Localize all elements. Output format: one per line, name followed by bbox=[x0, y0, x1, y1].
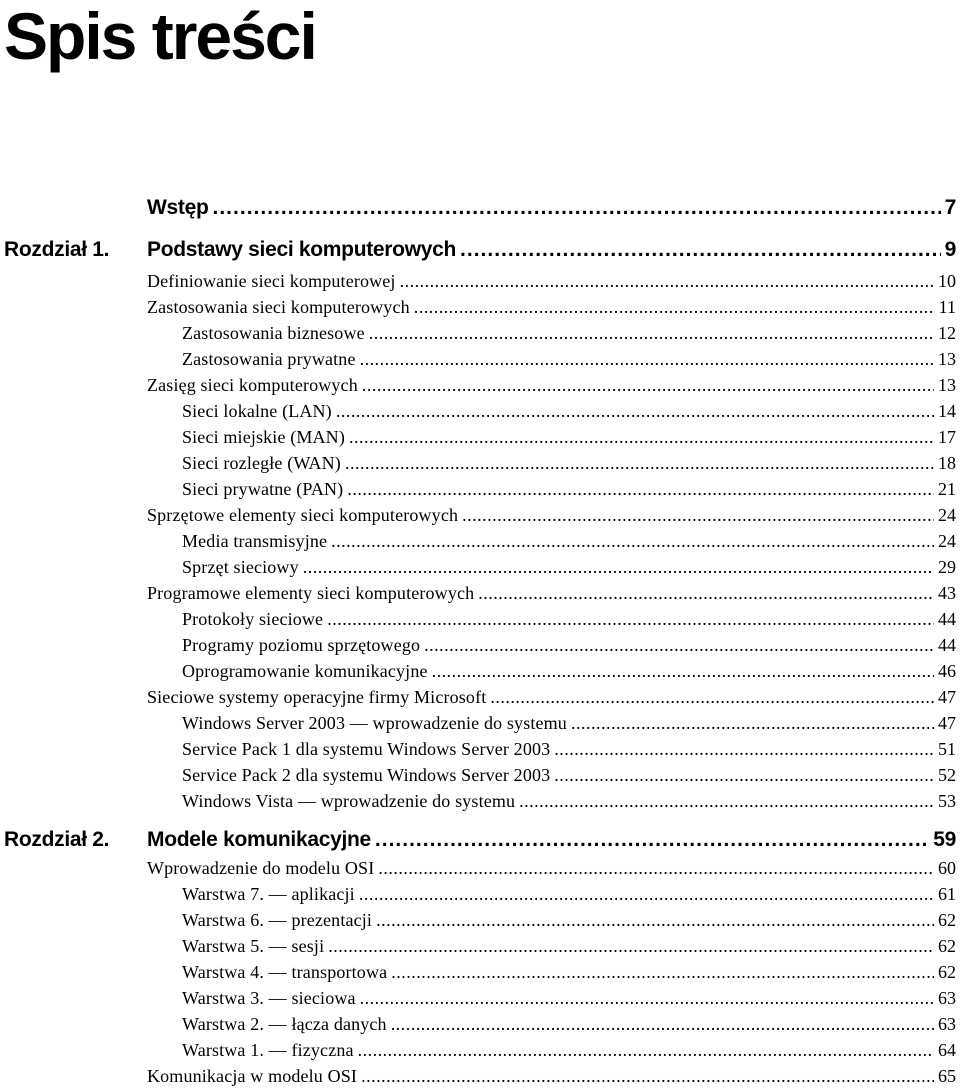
toc-entry-title: Sprzętowe elementy sieci komputerowych bbox=[147, 505, 459, 525]
dot-leader bbox=[378, 855, 934, 881]
dot-leader bbox=[462, 502, 934, 528]
dot-leader bbox=[358, 1037, 934, 1063]
toc-subentry[interactable] bbox=[182, 476, 956, 502]
dot-leader bbox=[361, 1063, 934, 1089]
dot-leader bbox=[362, 372, 934, 398]
dot-leader bbox=[375, 825, 929, 855]
dot-leader bbox=[391, 959, 934, 985]
toc-entry-title: Protokoły sieciowe bbox=[182, 609, 324, 629]
toc-page-number: 47 bbox=[938, 687, 956, 707]
toc-entry-title: Programowe elementy sieci komputerowych bbox=[147, 583, 475, 603]
toc-entry-title: Komunikacja w modelu OSI bbox=[147, 1066, 358, 1086]
dot-leader bbox=[327, 606, 934, 632]
dot-leader bbox=[571, 710, 934, 736]
toc-page-number: 63 bbox=[938, 1014, 956, 1034]
toc-page-number: 12 bbox=[938, 323, 956, 343]
dot-leader bbox=[554, 736, 934, 762]
page-title: Spis treści bbox=[4, 0, 316, 73]
toc-page-number: 62 bbox=[938, 936, 956, 956]
toc-chapter-entry[interactable] bbox=[147, 235, 956, 265]
toc-entry[interactable] bbox=[147, 294, 956, 320]
dot-leader bbox=[347, 476, 934, 502]
toc-entry-title: Wprowadzenie do modelu OSI bbox=[147, 858, 375, 878]
toc-subentry[interactable] bbox=[182, 346, 956, 372]
toc-page-number: 13 bbox=[938, 349, 956, 369]
toc-subentry[interactable] bbox=[182, 1037, 956, 1063]
toc-entry-title: Warstwa 7. — aplikacji bbox=[182, 884, 355, 904]
toc-entry-title: Zastosowania prywatne bbox=[182, 349, 356, 369]
toc-page-number: 7 bbox=[944, 196, 956, 219]
toc-page-number: 63 bbox=[938, 988, 956, 1008]
dot-leader bbox=[303, 554, 934, 580]
toc-entry[interactable] bbox=[147, 372, 956, 398]
toc-entry-title: Sprzęt sieciowy bbox=[182, 557, 299, 577]
dot-leader bbox=[360, 346, 934, 372]
toc-page-number: 29 bbox=[938, 557, 956, 577]
toc-entry-title: Service Pack 1 dla systemu Windows Server 2003 bbox=[182, 739, 551, 759]
toc-page-number: 13 bbox=[938, 375, 956, 395]
toc-page-number: 14 bbox=[938, 401, 956, 421]
dot-leader bbox=[349, 424, 934, 450]
toc-page-number: 62 bbox=[938, 910, 956, 930]
toc-subentry[interactable] bbox=[182, 762, 956, 788]
toc-page-number: 46 bbox=[938, 661, 956, 681]
dot-leader bbox=[478, 580, 934, 606]
dot-leader bbox=[345, 450, 934, 476]
toc-entry-title: Wstęp bbox=[147, 196, 209, 219]
toc-entry-title: Sieci lokalne (LAN) bbox=[182, 401, 332, 421]
toc-entry[interactable] bbox=[147, 268, 956, 294]
toc-page-number: 52 bbox=[938, 765, 956, 785]
toc-page-number: 43 bbox=[938, 583, 956, 603]
dot-leader bbox=[369, 320, 934, 346]
toc-page-number: 61 bbox=[938, 884, 956, 904]
toc-subentry[interactable] bbox=[182, 424, 956, 450]
toc-entry[interactable] bbox=[147, 580, 956, 606]
toc-page-number: 9 bbox=[944, 238, 956, 261]
dot-leader bbox=[490, 684, 934, 710]
dot-leader bbox=[213, 193, 941, 223]
toc-subentry[interactable] bbox=[182, 658, 956, 684]
toc-subentry[interactable] bbox=[182, 450, 956, 476]
dot-leader bbox=[391, 1011, 934, 1037]
toc-subentry[interactable] bbox=[182, 632, 956, 658]
dot-leader bbox=[554, 762, 934, 788]
toc-page-number: 62 bbox=[938, 962, 956, 982]
toc-subentry[interactable] bbox=[182, 1011, 956, 1037]
toc-page-number: 53 bbox=[938, 791, 956, 811]
toc-entry-title: Oprogramowanie komunikacyjne bbox=[182, 661, 428, 681]
toc-page-number: 44 bbox=[938, 609, 956, 629]
toc-subentry[interactable] bbox=[182, 528, 956, 554]
toc-entry-title: Warstwa 5. — sesji bbox=[182, 936, 325, 956]
toc-page-number: 10 bbox=[938, 271, 956, 291]
toc-subentry[interactable] bbox=[182, 881, 956, 907]
dot-leader bbox=[360, 985, 934, 1011]
toc-subentry[interactable] bbox=[182, 398, 956, 424]
toc-entry-title: Service Pack 2 dla systemu Windows Server 2003 bbox=[182, 765, 551, 785]
toc-page-number: 64 bbox=[938, 1040, 956, 1060]
toc-entry-title: Warstwa 1. — fizyczna bbox=[182, 1040, 354, 1060]
toc-page-number: 21 bbox=[938, 479, 956, 499]
toc-entry[interactable] bbox=[147, 684, 956, 710]
toc-page-number: 24 bbox=[938, 505, 956, 525]
dot-leader bbox=[336, 398, 934, 424]
toc-entry-title: Sieci rozległe (WAN) bbox=[182, 453, 341, 473]
toc-entry-title: Zastosowania sieci komputerowych bbox=[147, 297, 410, 317]
toc-subentry[interactable] bbox=[182, 907, 956, 933]
toc-entry-title: Modele komunikacyjne bbox=[147, 828, 371, 851]
toc-page-number: 18 bbox=[938, 453, 956, 473]
toc-entry-title: Warstwa 2. — łącza danych bbox=[182, 1014, 387, 1034]
toc-entry-title: Warstwa 6. — prezentacji bbox=[182, 910, 373, 930]
toc-page-number: 24 bbox=[938, 531, 956, 551]
toc-entry-title: Sieci prywatne (PAN) bbox=[182, 479, 344, 499]
chapter-label: Rozdział 2. bbox=[4, 828, 110, 851]
toc-entry[interactable] bbox=[147, 1063, 956, 1089]
dot-leader bbox=[414, 294, 935, 320]
toc-entry-title: Media transmisyjne bbox=[182, 531, 328, 551]
toc-subentry[interactable] bbox=[182, 736, 956, 762]
toc-entry-title: Zastosowania biznesowe bbox=[182, 323, 365, 343]
toc-entry-title: Definiowanie sieci komputerowej bbox=[147, 271, 396, 291]
toc-page-number: 60 bbox=[938, 858, 956, 878]
dot-leader bbox=[424, 632, 934, 658]
toc-page-number: 11 bbox=[938, 297, 956, 317]
toc-subentry[interactable] bbox=[182, 985, 956, 1011]
toc-entry-title: Sieci miejskie (MAN) bbox=[182, 427, 345, 447]
toc-subentry[interactable] bbox=[182, 606, 956, 632]
toc-page-number: 65 bbox=[938, 1066, 956, 1086]
dot-leader bbox=[400, 268, 934, 294]
dot-leader bbox=[331, 528, 934, 554]
toc-page-number: 44 bbox=[938, 635, 956, 655]
toc-entry-title: Warstwa 3. — sieciowa bbox=[182, 988, 356, 1008]
dot-leader bbox=[460, 235, 941, 265]
toc-entry-title: Programy poziomu sprzętowego bbox=[182, 635, 421, 655]
dot-leader bbox=[359, 881, 934, 907]
dot-leader bbox=[328, 933, 934, 959]
chapter-label: Rozdział 1. bbox=[4, 238, 110, 261]
toc-subentry[interactable] bbox=[182, 710, 956, 736]
toc-entry-wstep[interactable] bbox=[147, 193, 956, 223]
toc-subentry[interactable] bbox=[182, 933, 956, 959]
toc-entry-title: Windows Vista — wprowadzenie do systemu bbox=[182, 791, 516, 811]
toc-subentry[interactable] bbox=[182, 320, 956, 346]
toc-page-number: 47 bbox=[938, 713, 956, 733]
toc-subentry[interactable] bbox=[182, 959, 956, 985]
toc-subentry[interactable] bbox=[182, 788, 956, 814]
dot-leader bbox=[519, 788, 934, 814]
toc-chapter-entry[interactable] bbox=[147, 825, 956, 855]
toc-entry[interactable] bbox=[147, 502, 956, 528]
toc-page-number: 17 bbox=[938, 427, 956, 447]
dot-leader bbox=[432, 658, 934, 684]
toc-entry-title: Zasięg sieci komputerowych bbox=[147, 375, 358, 395]
toc-page-number: 59 bbox=[933, 828, 956, 851]
toc-entry-title: Warstwa 4. — transportowa bbox=[182, 962, 388, 982]
toc-page-number: 51 bbox=[938, 739, 956, 759]
toc-entry-title: Windows Server 2003 — wprowadzenie do systemu bbox=[182, 713, 567, 733]
dot-leader bbox=[376, 907, 934, 933]
toc-entry-title: Sieciowe systemy operacyjne firmy Microsoft bbox=[147, 687, 487, 707]
toc-entry-title: Podstawy sieci komputerowych bbox=[147, 238, 457, 261]
toc-entry[interactable] bbox=[147, 855, 956, 881]
toc-subentry[interactable] bbox=[182, 554, 956, 580]
